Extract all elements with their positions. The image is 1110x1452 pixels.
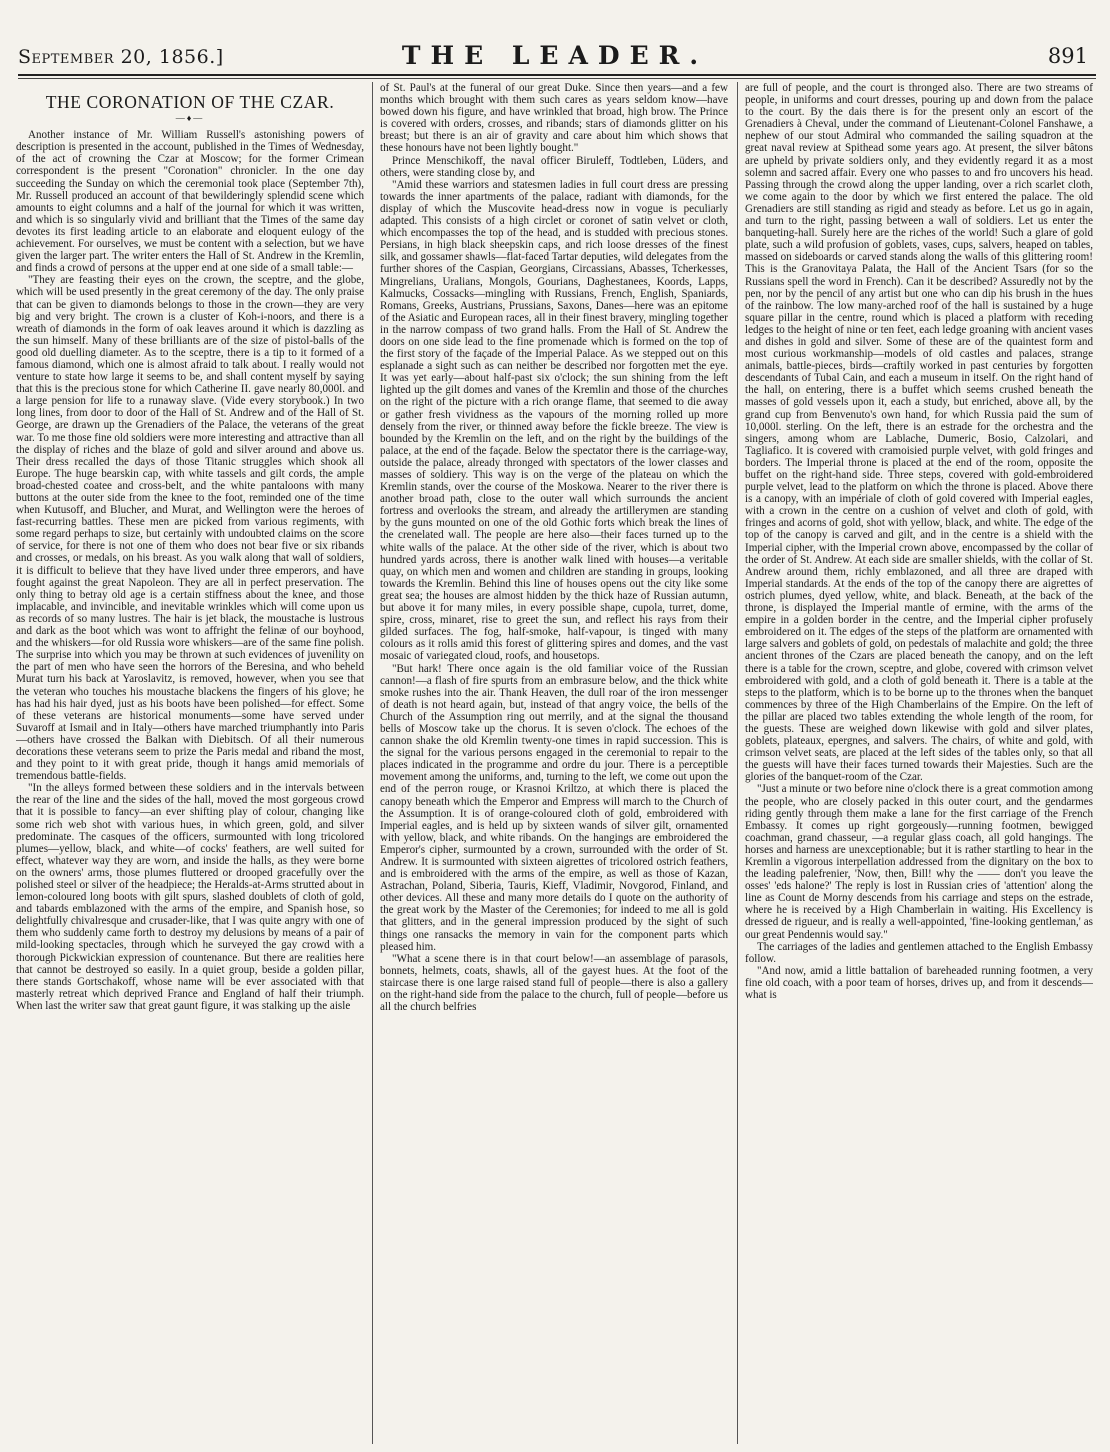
article-headline: THE CORONATION OF THE CZAR.: [45, 92, 335, 112]
paragraph: of St. Paul's at the funeral of our great Duke. Since then years—and a few months which brought with them such cares as years seldom know—have bowed down his figure, and have wrinkled that broad, high brow. The Prince is covered with orders, crosses, and ribands; stars of diamonds glitter on his breast; but there is an air of gravity and care about him which shows that these honours have not been lightly bought.": [380, 82, 728, 155]
paragraph: "Just a minute or two before nine o'clock there is a great commotion among the people, who are closely packed in this outer court, and the gendarmes riding gently through them make a lane for the first carriage of the French Embassy. It comes up right gorgeously—running footmen, bewigged coachman, grand chasseur, —a regular glass coach, all gold hangings. The horses and harness are unexceptionable; but it is rather startling to hear in the Kremlin a vigorous interpellation addressed from the dignitary on the box to the leading palefrenier, 'Now, then, Bill! why the —— don't you leave the osses' 'eds halone?' The reply is lost in Russian cries of 'attention' along the line as Count de Morny descends from his carriage and steps on the estrade, where he is received by a High Chamberlain in waiting. His Excellency is dressed de rigueur, and is really a well-appointed, 'fine-looking gentleman,' as our great Pendennis would say.": [745, 783, 1093, 941]
paragraph: "Amid these warriors and statesmen ladies in full court dress are pressing towards the inner apartments of the palace, radiant with diamonds, for the display of which the Muscovite head-dress now in vogue is peculiarly adapted. This consists of a high circlet or coronet of satin velvet or cloth, which encompasses the top of the head, and is studded with precious stones. Persians, in high black sheepskin caps, and rich loose dresses of the finest silk, and gossamer shawls—flat-faced Tartar deputies, wild delegates from the further shores of the Caspian, Georgians, Circassians, Abasses, Tcherkesses, Mingrelians, Uralians, Mongols, Gourians, Daghestanees, Koords, Lapps, Kalmucks, Cossacks—mingling with Russians, French, English, Spaniards, Romans, Greeks, Austrians, Prussians, Saxons, Danes—here was an epitome of the Asiatic and European races, all in their finest bravery, mingling together in the narrow compass of two grand halls. From the Hall of St. Andrew the doors on one side lead to the fine promenade which is formed on the top of the first story of the façade of the Imperial Palace. As we stepped out on this esplanade a sight such as can neither be described nor forgotten met the eye. It was yet early—about half-past six o'clock; the sun shining from the left lighted up the gilt domes and vanes of the Kremlin and those of the churches on the right of the picture with a rich orange flame, that seemed to die away or gather fresh vividness as the vapours of the morning rolled up more densely from the river, or thinned away before the fickle breeze. The view is bounded by the Kremlin on the left, and on the right by the buildings of the palace, at the end of the façade. Below the spectator there is the carriage-way, outside the palace, already thronged with spectators of the lower classes and masses of soldiery. This way is on the verge of the plateau on which the Kremlin stands, over the course of the Moskowa. Nearer to the river there is another broad path, close to the outer wall which surrounds the ancient fortress and overlooks the stream, and already the artillerymen are standing by the guns mounted on one of the old Gothic forts which break the lines of the crenelated wall. The people are here also—their faces turned up to the white walls of the palace. At the other side of the river, which is about two hundred yards across, there is another walk lined with houses—a veritable quay, on which men and women and children are standing in groups, looking towards the Kremlin. Behind this line of houses opens out the city like some great sea; the houses are almost hidden by the thick haze of Russian autumn, but above it for many miles, in every possible shape, cupola, turret, dome, spire, cross, minaret, rise to greet the sun, and reflect his rays from their gilded surfaces. The fog, half-smoke, half-vapour, is tinged with many colours as it rolls amid this forest of glittering spires and domes, and the vast mosaic of variegated cloud, roofs, and housetops.: [380, 178, 728, 663]
newspaper-title: THE LEADER.: [401, 41, 709, 70]
paragraph: "They are feasting their eyes on the crown, the sceptre, and the globe, which will be used presently in the great ceremony of the day. The only praise that can be given to diamonds belongs to those in the crown—they are very big and very bright. The crown is a cluster of Koh-i-noors, and there is a wreath of diamonds in the form of oak leaves around it which is dazzling as the sun himself. Many of these brilliants are of the size of pistol-balls of the good old duelling diameter. As to the sceptre, there is a tip to it formed of a famous diamond, which one is almost afraid to talk about. I really would not venture to state how large it seems to be, and shall content myself by saying that this is the precious stone for which Catherine II. gave nearly 80,000l. and a large pension for life to a runaway slave. (Vide every storybook.) In two long lines, from door to door of the Hall of St. Andrew and of the Hall of St. George, are drawn up the Grenadiers of the Palace, the veterans of the great war. To me those fine old soldiers were more interesting and attractive than all the display of riches and the blaze of gold and silver around and above us. Their dress recalled the days of those Titanic struggles which shook all Europe. The huge bearskin cap, with white tassels and gilt cords, the ample broad-chested coatee and cross-belt, and the white pantaloons with many buttons at the outer side from the knee to the foot, reminded one of the time when Kutusoff, and Blucher, and Murat, and Wellington were the heroes of fast-recurring battles. These men are picked from various regiments, with some regard perhaps to size, but certainly with undoubted claims on the score of service, for there is not one of them who does not bear five or six ribands and crosses, or medals, on his breast. As you walk along that wall of soldiers, it is difficult to believe that they have lived under three emperors, and have fought against the great Napoleon. They are all in perfect preservation. The only thing to betray old age is a certain stiffness about the knee, and those implacable, and invincible, and inevitable wrinkles which will come upon us as records of so many lustres. The hair is jet black, the moustache is lustrous and dark as the boot which was wont to affright the felinæ of our boyhood, and the whiskers—for old Russia wore whiskers—are of the same fine polish. The surprise into which you may be thrown at such evidences of juvenility on the part of men who have seen the horrors of the Beresina, and who beheld Murat turn his back at Yaroslavitz, is removed, however, when you see that the veteran who touches his moustache blackens the fingers of his glove; he has had his hair dyed, just as his boots have been polished—for effect. Some of these veterans are historical monuments—some have served under Suvaroff at Ismail and in Italy—others have marched triumphantly into Paris—others have crossed the Balkan with Diebitsch. Of all their numerous decorations these veterans seem to prize the Paris medal and riband the most, and they point to it with great pride, though it hangs amid memorials of tremendous battle-fields.: [16, 274, 364, 783]
column-2: [380, 82, 728, 1444]
column-divider: [737, 82, 738, 1444]
paragraph: Prince Menschikoff, the naval officer Biruleff, Todtleben, Lüders, and others, were standing close by, and: [380, 154, 728, 179]
paragraph: are full of people, and the court is thronged also. There are two streams of people, in uniforms and court dresses, pouring up and down from the palace to the court. By the dais there is for the present only an escort of the Grenadiers à Cheval, under the command of Lieutenant-Colonel Fanshawe, a nephew of our stout Admiral who commanded the sailing squadron at the great naval review at Spithead some years ago. At present, the silver bâtons are upheld by private soldiers only, and they evidently regard it as a most solemn and sacred affair. Every one who passes to and fro uncovers his head. Passing through the crowd along the upper landing, over a rich scarlet cloth, we come again to the door by which we first entered the palace. The old Grenadiers are still standing as rigid and steady as before. Let us go in again, and turn to the right, passing between a wall of soldiers. Let us enter the banqueting-hall. Surely here are the riches of the world! Such a glare of gold plate, such a wild profusion of goblets, vases, cups, salvers, heaped on tables, massed on sideboards or carved stands along the walls of this glittering room! This is the Granovitaya Palata, the Hall of the Ancient Tsars (for so the Russians spell the word in French). Can it be described? Assuredly not by the pen, nor by the pencil of any artist but one who can dip his brush in the hues of the rainbow. The low many-arched roof of the hall is sustained by a huge square pillar in the centre, round which is placed a platform with receding ledges to the height of nine or ten feet, each ledge groaning with ancient vases and dishes in gold and silver. Some of these are of the quaintest form and most curious workmanship—models of old castles and palaces, strange animals, battle-pieces, birds—craftily worked in past centuries by forgotten descendants of Tubal Cain, and each a museum in itself. On the right hand of the hall, on entering, there is a buffet which seems crushed beneath the masses of gold vessels upon it, each a study, but enriched, above all, by the grand cup from Benvenuto's own hand, for which Russia paid the sum of 10,000l. sterling. On the left, there is an estrade for the orchestra and the singers, among whom are Lablache, Dumeric, Bosio, Calzolari, and Tagliafico. It is covered with cramoisied purple velvet, with gold fringes and borders. The Imperial throne is placed at the end of the room, opposite the buffet on the right-hand side. Three steps, covered with gold-embroidered purple velvet, lead to the platform on which the throne is placed. Above there is a canopy, with an impériale of cloth of gold covered with Imperial eagles, with a crown in the centre on a cushion of velvet and cloth of gold, with fringes and acorns of gold, shot with yellow, black, and white. The edge of the top of the canopy is carved and gilt, and in the centre is a shield with the Imperial cipher, with the Imperial crown above, encompassed by the collar of the order of St. Andrew. At each side are smaller shields, with the collar of St. Andrew around them, richly emblazoned, and all three are draped with Imperial standards. At the ends of the top of the canopy there are aigrettes of ostrich plumes, dyed yellow, white, and black. Beneath, at the back of the throne, is displayed the Imperial mantle of ermine, with the arms of the empire in a golden border in the centre, and the Imperial cipher profusely embroidered on it. The edges of the steps of the platform are ornamented with large salvers and goblets of gold, on pedestals of malachite and gold; the three ancient thrones of the Czars are placed beneath the canopy, and on the left there is a table for the crown, sceptre, and globe, covered with crimson velvet embroidered with gold, and a cloth of gold beneath it. There is a table at the steps to the platform, which is to be borne up to the thrones when the banquet commences by three of the High Chamberlains of the Empire. On the left of the pillar are placed two tables extending the whole length of the room, for the guests. These are weighed down likewise with gold and silver plates, goblets, plateaux, epergnes, and salvers. The chairs, of white and gold, with crimson velvet seats, are placed at the left sides of the tables only, so that all the guests will have their faces turned towards their Majesties. Such are the glories of the banquet-room of the Czar.: [745, 82, 1093, 784]
masthead-rule-thin: [18, 78, 1096, 79]
page-number: 891: [1047, 44, 1088, 68]
column-divider: [372, 82, 373, 1444]
paragraph: "What a scene there is in that court below!—an assemblage of parasols, bonnets, helmets, coats, shawls, all of the gayest hues. At the foot of the staircase there is one large raised stand full of people—there is also a gallery on the right-hand side from the palace to the church, full of people—before us all the church belfries: [380, 952, 728, 1014]
paragraph: "And now, amid a little battalion of bareheaded running footmen, a very fine old coach, with a poor team of horses, drives up, and from it descends—what is: [745, 964, 1093, 1002]
issue-date: September 20, 1856.]: [18, 46, 224, 68]
masthead: [18, 38, 1092, 72]
headline-ornament: —♦—: [175, 113, 205, 124]
paragraph: "But hark! There once again is the old familiar voice of the Russian cannon!—a flash of fire spurts from an embrasure below, and the thick white smoke rushes into the air. Thank Heaven, the dull roar of the iron messenger of death is not heard again, but, instead of that angry voice, the bells of the Church of the Assumption ring out merrily, and at the signal the thousand bells of Moscow take up the chorus. It is seven o'clock. The echoes of the cannon shake the old Kremlin twenty-one times in rapid succession. This is the signal for the various persons engaged in the ceremonial to repair to the places indicated in the programme and ordre du jour. There is a perceptible movement among the uniforms, and, turning to the left, we come out upon the end of the perron rouge, or Krasnoi Kriltzo, at which there is placed the canopy beneath which the Emperor and Empress will march to the Church of the Assumption. It is of orange-coloured cloth of gold, embroidered with Imperial eagles, and is held up by sixteen wands of silver gilt, ornamented with yellow, black, and white ribands. On the hangings are embroidered the Emperor's cipher, surmounted by a crown, surrounded with the order of St. Andrew. It is surmounted with sixteen aigrettes of tricolored ostrich feathers, and is embroidered with the arms of the empire, as well as those of Kazan, Astrachan, Poland, Siberia, Tauris, Kieff, Vladimir, Novgorod, Finland, and other devices. All these and many more details do I quote on the authority of the great work by the Master of the Ceremonies; for indeed to me all is gold that glitters, and in the general impression produced by the sight of such things one ransacks the memory in vain for the component parts which pleased him.: [380, 662, 728, 953]
paragraph: Another instance of Mr. William Russell's astonishing powers of description is presented in the account, published in the Times of Wednesday, of the act of crowning the Czar at Moscow; for the former Crimean correspondent is the present "Coronation" chronicler. In the one day succeeding the Sunday on which the ceremonial took place (September 7th), Mr. Russell produced an account of that bewilderingly splendid scene which amounts to eight columns and a half of the journal for which it was written, and which is so singularly vivid and brilliant that the Times of the same day devotes its first leading article to an elaborate and eloquent eulogy of the achievement. For ourselves, we must be content with a selection, but we have given the larger part. The writer enters the Hall of St. Andrew in the Kremlin, and finds a crowd of persons at the upper end at one side of a small table:—: [16, 129, 364, 275]
column-3: [745, 82, 1093, 1444]
masthead-rule: [18, 74, 1096, 76]
paragraph: "In the alleys formed between these soldiers and in the intervals between the rear of the line and the sides of the hall, moved the most gorgeous crowd that it is possible to fancy—an ever shifting play of colour, changing like some rich web shot with various hues, in which green, gold, and silver predominate. The casques of the officers, surmounted with long tricolored plumes—yellow, black, and white—of cocks' feathers, are well suited for effect, whatever way they are worn, and inside the halls, as they were borne on the owners' arms, those plumes fluttered or drooped gracefully over the polished steel or silver of the headpiece; the Heralds-at-Arms strutted about in lemon-coloured long boots with gilt spurs, slashed doublets of cloth of gold, and tabards emblazoned with the arms of the empire, and Spanish hose, so delightfully chivalresque and crusader-like, that I was quite angry with one of them who suddenly came forth to destroy my delusions by means of a pair of mild-looking spectacles, through which he surveyed the gay crowd with a thorough Pickwickian expression of countenance. But there are realities here that cannot be destroyed so easily. In a quiet group, beside a golden pillar, there stands Gortschakoff, whose name will be ever associated with that masterly retreat which deprived France and England of half their triumph. When last the writer saw that great gaunt figure, it was stalking up the aisle: [16, 782, 364, 1012]
column-1: [16, 82, 364, 1444]
paragraph: The carriages of the ladies and gentlemen attached to the English Embassy follow.: [745, 940, 1093, 965]
